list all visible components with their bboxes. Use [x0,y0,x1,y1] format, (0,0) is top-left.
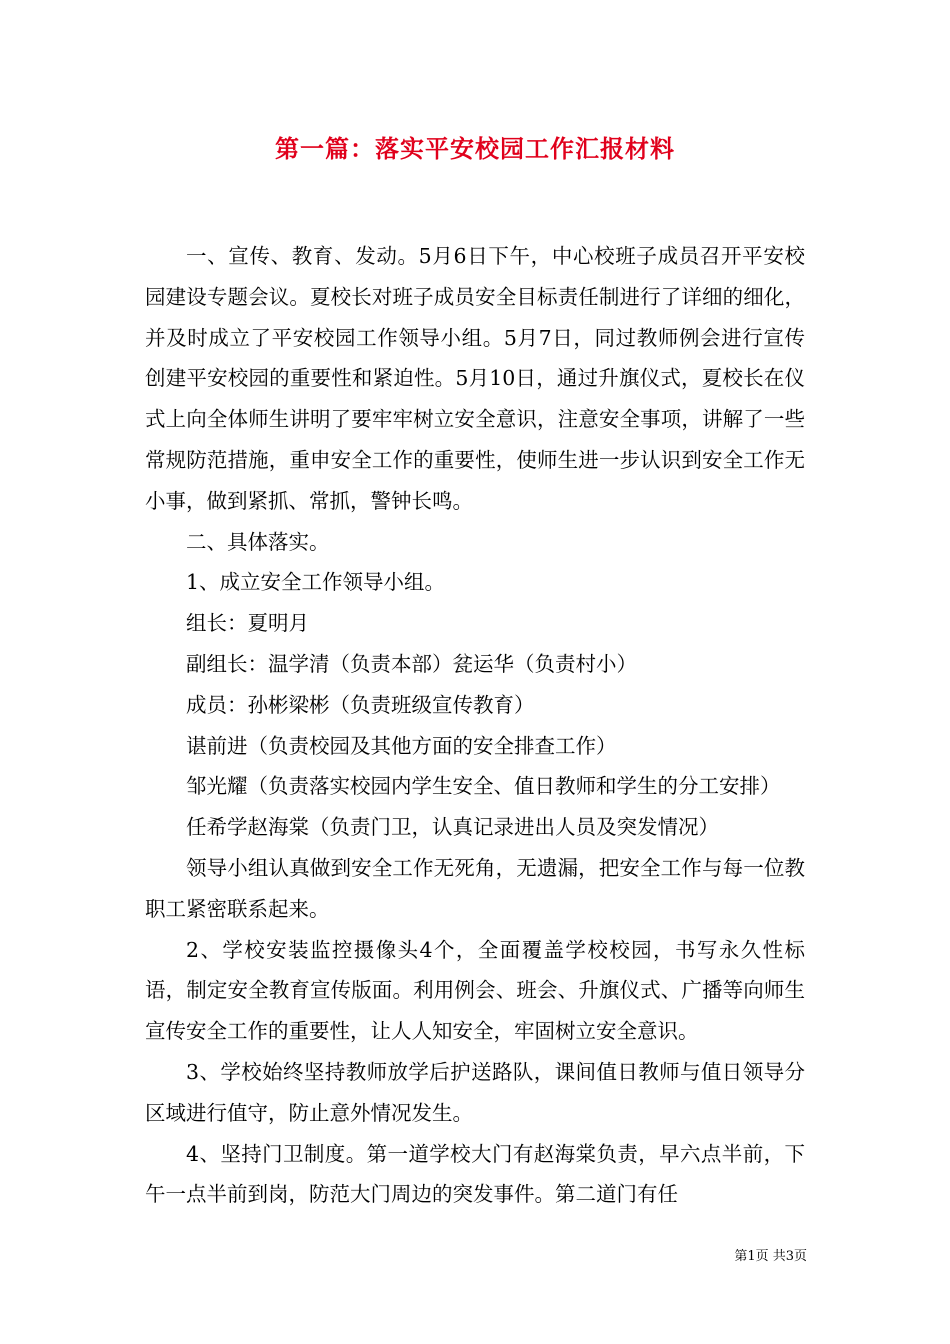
paragraph-member-zou: 邹光耀（负责落实校园内学生安全、值日教师和学生的分工安排） [186,774,781,799]
paragraph-item-4: 4、坚持门卫制度。第一道学校大门有赵海棠负责，早六点半前，下午一点半前到岗，防范大门周边的突发事件。第二道门有任 [145,1141,805,1207]
paragraph-group-duty: 领导小组认真做到安全工作无死角，无遗漏，把安全工作与每一位教职工紧密联系起来。 [145,855,805,921]
paragraph-leader: 组长：夏明月 [186,611,309,636]
paragraph-item-3: 3、学校始终坚持教师放学后护送路队，课间值日教师与值日领导分区域进行值守，防止意外情况发生。 [145,1059,805,1125]
paragraph-publicity: 一、宣传、教育、发动。5月6日下午，中心校班子成员召开平安校园建设专题会议。夏校长对班子成员安全目标责任制进行了详细的细化，并及时成立了平安校园工作领导小组。5月7日，同过教师例会进行宣传创建平安校园的重要性和紧迫性。5月10日，通过升旗仪式，夏校长在仪式上向全体师生讲明了要牢牢树立安全意识，注意安全事项，讲解了一些常规防范措施，重申安全工作的重要性，使师生进一步认识到安全工作无小事，做到紧抓、常抓，警钟长鸣。 [145,244,805,513]
paragraph-deputy-leaders: 副组长：温学清（负责本部）瓫运华（负责村小） [186,651,637,676]
paragraph-item-2: 2、学校安装监控摄像头4个，全面覆盖学校校园，书写永久性标语，制定安全教育宣传版面。利用例会、班会、升旗仪式、广播等向师生宣传安全工作的重要性，让人人知安全，牢固树立安全意识。 [145,937,805,1044]
paragraph-member-ren-zhao: 任希学赵海棠（负责门卫，认真记录进出人员及突发情况） [186,815,719,840]
paragraph-members: 成员：孙彬梁彬（负责班级宣传教育） [186,692,535,717]
paragraph-item-1: 1、成立安全工作领导小组。 [186,570,446,595]
document-title: 第一篇：落实平安校园工作汇报材料 [275,134,675,163]
paragraph-member-chen: 谌前进（负责校园及其他方面的安全排查工作） [186,733,617,758]
document-body [145,236,805,1215]
page-number: 第1页 共3页 [734,1249,807,1264]
paragraph-implementation-heading: 二、具体落实。 [186,529,330,554]
